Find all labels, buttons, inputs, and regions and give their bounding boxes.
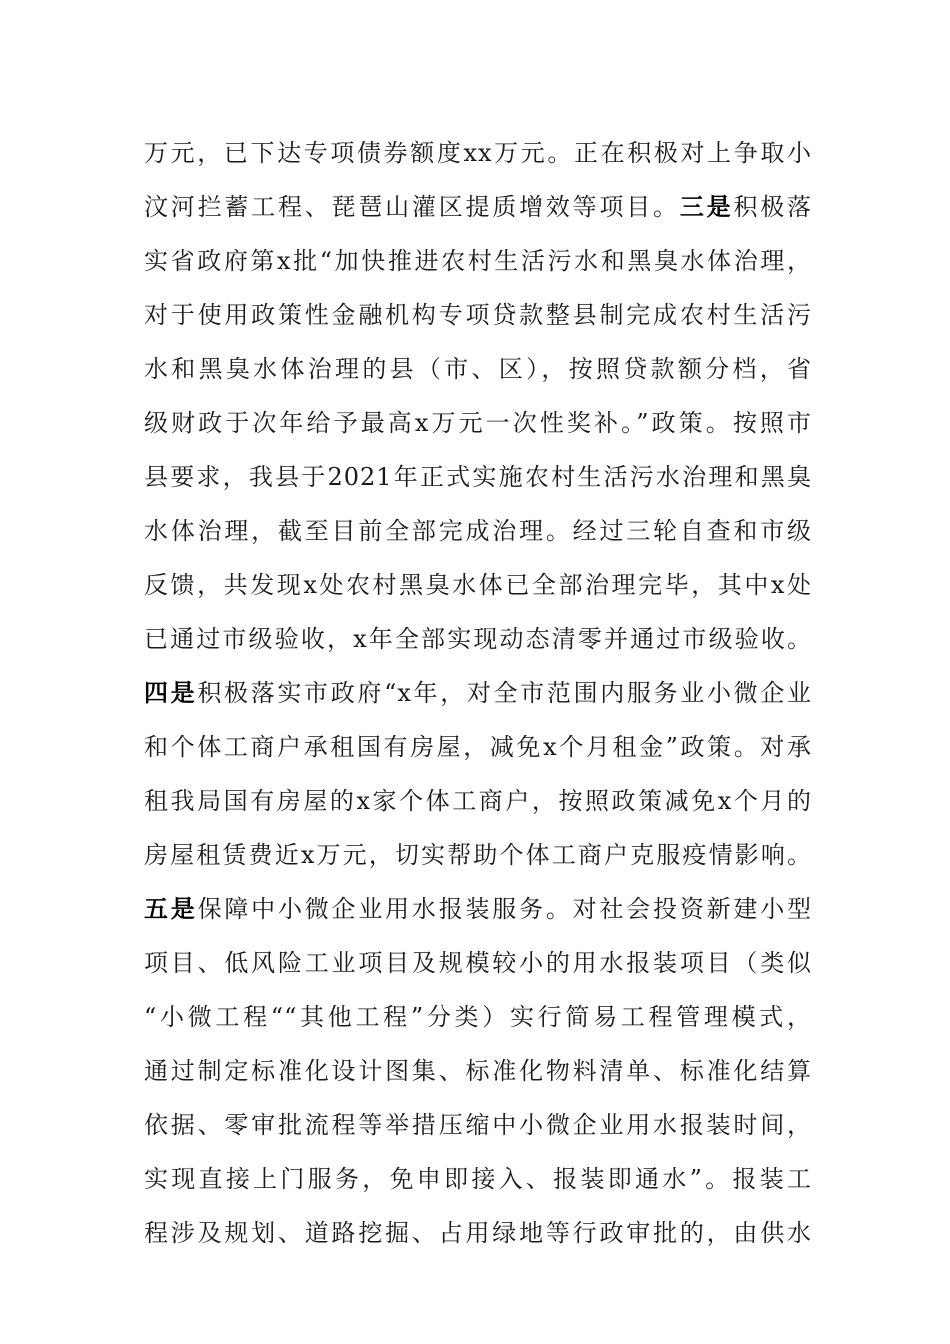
text-line: 县要求，我县于2021年正式实施农村生活污水治理和黑臭 xyxy=(144,463,812,491)
body-text xyxy=(144,126,812,1260)
text-line xyxy=(144,882,812,936)
text-line: 租我局国有房屋的x家个体工商户，按照政策减免x个月的 xyxy=(144,787,812,815)
text-segment: 积极落 xyxy=(733,193,813,221)
text-segment: 保障中小微企业用水报装服务。对社会投资新建小型 xyxy=(197,895,813,923)
text-line: 项目、低风险工业项目及规模较小的用水报装项目（类似 xyxy=(144,949,812,977)
enumeration-lead: 三是 xyxy=(679,193,734,221)
text-line xyxy=(144,180,812,234)
text-line: 依据、零审批流程等举措压缩中小微企业用水报装时间， xyxy=(144,1111,812,1139)
text-line: 房屋租赁费近x万元，切实帮助个体工商户克服疫情影响。 xyxy=(144,841,812,869)
text-line: 级财政于次年给予最高x万元一次性奖补。”政策。按照市 xyxy=(144,409,812,437)
text-line: “小微工程““其他工程”分类）实行简易工程管理模式， xyxy=(144,1003,812,1031)
text-line: 对于使用政策性金融机构专项贷款整县制完成农村生活污 xyxy=(144,301,812,329)
text-line: 通过制定标准化设计图集、标准化物料清单、标准化结算 xyxy=(144,1057,812,1085)
text-line: 实现直接上门服务，免申即接入、报装即通水”。报装工 xyxy=(144,1165,812,1193)
text-line xyxy=(144,666,812,720)
enumeration-lead: 五是 xyxy=(144,895,198,923)
text-segment: 积极落实市政府“x年，对全市范围内服务业小微企业 xyxy=(197,679,813,707)
text-line: 水体治理，截至目前全部完成治理。经过三轮自查和市级 xyxy=(144,517,812,545)
text-line: 实省政府第x批“加快推进农村生活污水和黑臭水体治理， xyxy=(144,247,812,275)
text-line: 万元，已下达专项债券额度xx万元。正在积极对上争取小 xyxy=(144,139,812,167)
text-line: 反馈，共发现x处农村黑臭水体已全部治理完毕，其中x处 xyxy=(144,571,812,599)
text-line: 水和黑臭水体治理的县（市、区），按照贷款额分档，省 xyxy=(144,355,812,383)
text-line: 程涉及规划、道路挖掘、占用绿地等行政审批的，由供水 xyxy=(144,1219,812,1247)
text-line: 已通过市级验收，x年全部实现动态清零并通过市级验收。 xyxy=(144,625,812,653)
enumeration-lead: 四是 xyxy=(144,679,198,707)
text-line: 和个体工商户承租国有房屋，减免x个月租金”政策。对承 xyxy=(144,733,812,761)
text-segment: 汶河拦蓄工程、琵琶山灌区提质增效等项目。 xyxy=(144,193,680,221)
